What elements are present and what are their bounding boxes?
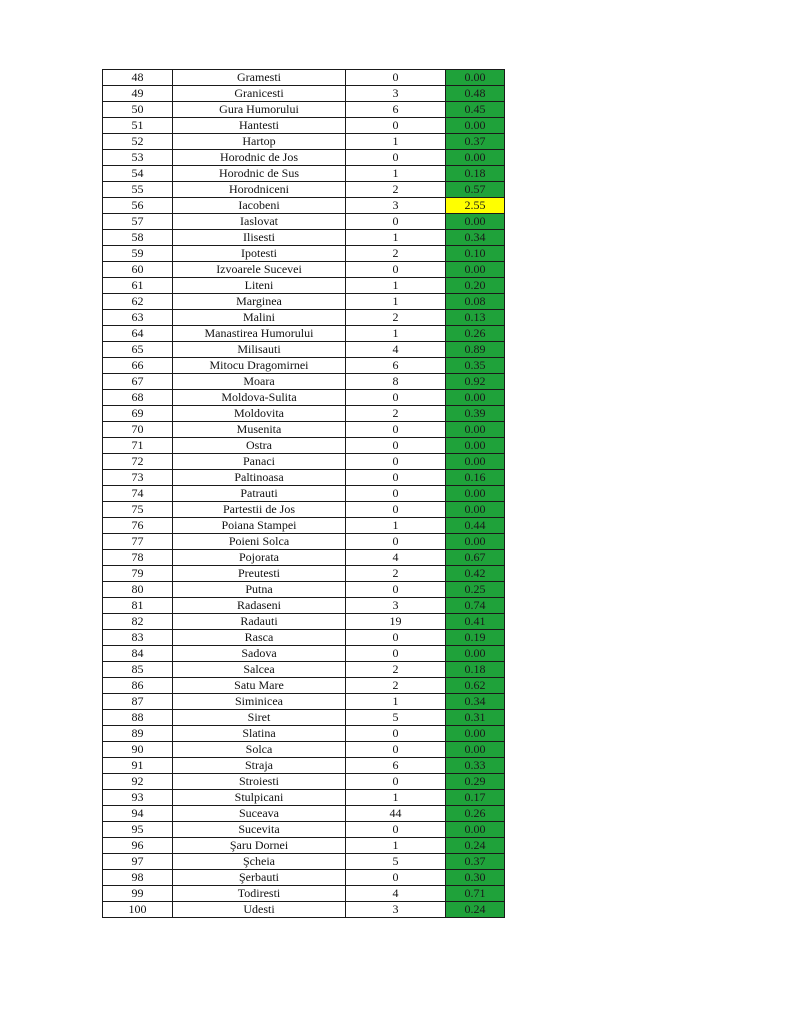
table-row [103,246,505,262]
rate-cell: 0.92 [446,374,505,390]
table-row [103,134,505,150]
row-number-cell: 77 [103,534,173,550]
rate-cell: 0.16 [446,470,505,486]
rate-cell: 0.00 [446,438,505,454]
row-number-cell: 79 [103,566,173,582]
table-row [103,806,505,822]
case-count-cell: 0 [346,470,446,486]
row-number-cell: 98 [103,870,173,886]
table-row [103,742,505,758]
rate-cell: 0.44 [446,518,505,534]
row-number-cell: 85 [103,662,173,678]
row-number-cell: 80 [103,582,173,598]
row-number-cell: 64 [103,326,173,342]
case-count-cell: 0 [346,502,446,518]
locality-name-cell: Poieni Solca [173,534,346,550]
rate-cell: 0.42 [446,566,505,582]
locality-name-cell: Hartop [173,134,346,150]
case-count-cell: 2 [346,182,446,198]
rate-cell: 0.45 [446,102,505,118]
rate-cell: 0.00 [446,486,505,502]
case-count-cell: 0 [346,822,446,838]
rate-cell: 2.55 [446,198,505,214]
table-row [103,166,505,182]
locality-name-cell: Liteni [173,278,346,294]
rate-cell: 0.00 [446,646,505,662]
rate-cell: 0.19 [446,630,505,646]
case-count-cell: 3 [346,198,446,214]
locality-name-cell: Gramesti [173,70,346,86]
row-number-cell: 58 [103,230,173,246]
locality-name-cell: Poiana Stampei [173,518,346,534]
locality-name-cell: Şaru Dornei [173,838,346,854]
row-number-cell: 61 [103,278,173,294]
rate-cell: 0.00 [446,726,505,742]
table-row [103,534,505,550]
row-number-cell: 67 [103,374,173,390]
rate-cell: 0.26 [446,806,505,822]
locality-name-cell: Gura Humorului [173,102,346,118]
table-row [103,118,505,134]
case-count-cell: 6 [346,758,446,774]
rate-cell: 0.00 [446,390,505,406]
rate-cell: 0.30 [446,870,505,886]
row-number-cell: 81 [103,598,173,614]
table-row [103,822,505,838]
table-row [103,422,505,438]
case-count-cell: 0 [346,214,446,230]
table-row [103,342,505,358]
rate-cell: 0.00 [446,70,505,86]
locality-name-cell: Moldovita [173,406,346,422]
rate-cell: 0.57 [446,182,505,198]
case-count-cell: 4 [346,886,446,902]
locality-name-cell: Marginea [173,294,346,310]
case-count-cell: 0 [346,422,446,438]
case-count-cell: 0 [346,390,446,406]
row-number-cell: 82 [103,614,173,630]
table-row [103,358,505,374]
row-number-cell: 74 [103,486,173,502]
locality-name-cell: Malini [173,310,346,326]
rate-cell: 0.37 [446,134,505,150]
case-count-cell: 0 [346,454,446,470]
table-row [103,774,505,790]
rate-cell: 0.10 [446,246,505,262]
row-number-cell: 96 [103,838,173,854]
locality-name-cell: Ilisesti [173,230,346,246]
table-row [103,390,505,406]
locality-name-cell: Musenita [173,422,346,438]
locality-name-cell: Şcheia [173,854,346,870]
row-number-cell: 51 [103,118,173,134]
rate-cell: 0.00 [446,214,505,230]
case-count-cell: 0 [346,582,446,598]
row-number-cell: 97 [103,854,173,870]
case-count-cell: 8 [346,374,446,390]
locality-name-cell: Iacobeni [173,198,346,214]
case-count-cell: 0 [346,262,446,278]
rate-cell: 0.62 [446,678,505,694]
case-count-cell: 5 [346,854,446,870]
case-count-cell: 6 [346,102,446,118]
table-row [103,694,505,710]
row-number-cell: 70 [103,422,173,438]
row-number-cell: 50 [103,102,173,118]
row-number-cell: 100 [103,902,173,918]
rate-cell: 0.31 [446,710,505,726]
row-number-cell: 76 [103,518,173,534]
row-number-cell: 91 [103,758,173,774]
rate-cell: 0.33 [446,758,505,774]
locality-name-cell: Panaci [173,454,346,470]
table-row [103,726,505,742]
locality-name-cell: Sucevita [173,822,346,838]
rate-cell: 0.08 [446,294,505,310]
table-row [103,550,505,566]
case-count-cell: 0 [346,534,446,550]
table-row [103,406,505,422]
case-count-cell: 1 [346,278,446,294]
table-row [103,278,505,294]
table-row [103,678,505,694]
locality-name-cell: Salcea [173,662,346,678]
row-number-cell: 54 [103,166,173,182]
table-row [103,310,505,326]
row-number-cell: 48 [103,70,173,86]
table-row [103,470,505,486]
locality-name-cell: Horodniceni [173,182,346,198]
table-row [103,662,505,678]
table-row [103,598,505,614]
locality-name-cell: Paltinoasa [173,470,346,486]
case-count-cell: 0 [346,70,446,86]
locality-name-cell: Udesti [173,902,346,918]
case-count-cell: 0 [346,630,446,646]
case-count-cell: 0 [346,118,446,134]
row-number-cell: 92 [103,774,173,790]
rate-cell: 0.26 [446,326,505,342]
table-row [103,758,505,774]
row-number-cell: 62 [103,294,173,310]
case-count-cell: 0 [346,870,446,886]
table-row [103,454,505,470]
locality-name-cell: Patrauti [173,486,346,502]
locality-name-cell: Hantesti [173,118,346,134]
table-row [103,886,505,902]
rate-cell: 0.89 [446,342,505,358]
rate-cell: 0.41 [446,614,505,630]
rate-cell: 0.00 [446,742,505,758]
case-count-cell: 1 [346,838,446,854]
locality-name-cell: Radauti [173,614,346,630]
case-count-cell: 0 [346,438,446,454]
row-number-cell: 49 [103,86,173,102]
locality-name-cell: Stroiesti [173,774,346,790]
row-number-cell: 83 [103,630,173,646]
row-number-cell: 60 [103,262,173,278]
row-number-cell: 99 [103,886,173,902]
table-row [103,838,505,854]
rate-cell: 0.00 [446,502,505,518]
case-count-cell: 2 [346,678,446,694]
case-count-cell: 1 [346,518,446,534]
table-row [103,854,505,870]
table-row [103,902,505,918]
rate-cell: 0.00 [446,150,505,166]
locality-name-cell: Suceava [173,806,346,822]
case-count-cell: 2 [346,662,446,678]
rate-cell: 0.17 [446,790,505,806]
locality-name-cell: Milisauti [173,342,346,358]
row-number-cell: 71 [103,438,173,454]
rate-cell: 0.48 [446,86,505,102]
rate-cell: 0.20 [446,278,505,294]
rate-cell: 0.37 [446,854,505,870]
locality-name-cell: Manastirea Humorului [173,326,346,342]
case-count-cell: 1 [346,326,446,342]
rate-cell: 0.34 [446,230,505,246]
row-number-cell: 73 [103,470,173,486]
case-count-cell: 0 [346,726,446,742]
case-count-cell: 2 [346,566,446,582]
table-row [103,102,505,118]
rate-cell: 0.13 [446,310,505,326]
rate-cell: 0.34 [446,694,505,710]
row-number-cell: 53 [103,150,173,166]
case-count-cell: 1 [346,134,446,150]
case-count-cell: 0 [346,486,446,502]
case-count-cell: 6 [346,358,446,374]
locality-name-cell: Izvoarele Sucevei [173,262,346,278]
locality-name-cell: Radaseni [173,598,346,614]
case-count-cell: 0 [346,742,446,758]
row-number-cell: 59 [103,246,173,262]
locality-name-cell: Granicesti [173,86,346,102]
row-number-cell: 66 [103,358,173,374]
locality-name-cell: Şerbauti [173,870,346,886]
table-row [103,566,505,582]
locality-name-cell: Iaslovat [173,214,346,230]
row-number-cell: 78 [103,550,173,566]
table-row [103,710,505,726]
row-number-cell: 68 [103,390,173,406]
row-number-cell: 63 [103,310,173,326]
table-row [103,614,505,630]
table-row [103,646,505,662]
table-row [103,502,505,518]
locality-name-cell: Rasca [173,630,346,646]
rate-cell: 0.24 [446,838,505,854]
locality-name-cell: Moldova-Sulita [173,390,346,406]
locality-name-cell: Straja [173,758,346,774]
case-count-cell: 1 [346,166,446,182]
rate-cell: 0.25 [446,582,505,598]
rate-cell: 0.71 [446,886,505,902]
table-row [103,182,505,198]
case-count-cell: 4 [346,342,446,358]
row-number-cell: 89 [103,726,173,742]
table-row [103,230,505,246]
case-count-cell: 3 [346,902,446,918]
case-count-cell: 0 [346,646,446,662]
table-row [103,518,505,534]
rate-cell: 0.18 [446,166,505,182]
case-count-cell: 2 [346,310,446,326]
case-count-cell: 3 [346,598,446,614]
table-row [103,326,505,342]
row-number-cell: 87 [103,694,173,710]
locality-name-cell: Horodnic de Sus [173,166,346,182]
table-row [103,214,505,230]
case-count-cell: 0 [346,774,446,790]
rate-cell: 0.00 [446,262,505,278]
row-number-cell: 95 [103,822,173,838]
row-number-cell: 86 [103,678,173,694]
locality-name-cell: Mitocu Dragomirnei [173,358,346,374]
case-count-cell: 19 [346,614,446,630]
rate-cell: 0.00 [446,422,505,438]
table-row [103,870,505,886]
row-number-cell: 65 [103,342,173,358]
locality-name-cell: Ostra [173,438,346,454]
locality-name-cell: Todiresti [173,886,346,902]
rate-cell: 0.00 [446,118,505,134]
table-row [103,438,505,454]
locality-name-cell: Slatina [173,726,346,742]
rate-cell: 0.00 [446,454,505,470]
table-row [103,582,505,598]
locality-name-cell: Preutesti [173,566,346,582]
locality-name-cell: Putna [173,582,346,598]
rate-cell: 0.00 [446,822,505,838]
table-row [103,70,505,86]
rate-cell: 0.35 [446,358,505,374]
rate-cell: 0.29 [446,774,505,790]
row-number-cell: 84 [103,646,173,662]
rate-cell: 0.00 [446,534,505,550]
table-body [103,70,505,918]
locality-name-cell: Moara [173,374,346,390]
case-count-cell: 2 [346,246,446,262]
locality-name-cell: Stulpicani [173,790,346,806]
row-number-cell: 72 [103,454,173,470]
row-number-cell: 93 [103,790,173,806]
table-row [103,630,505,646]
case-count-cell: 44 [346,806,446,822]
locality-name-cell: Sadova [173,646,346,662]
table-row [103,86,505,102]
row-number-cell: 75 [103,502,173,518]
case-count-cell: 0 [346,150,446,166]
rate-cell: 0.67 [446,550,505,566]
row-number-cell: 57 [103,214,173,230]
case-count-cell: 4 [346,550,446,566]
row-number-cell: 90 [103,742,173,758]
case-count-cell: 1 [346,694,446,710]
rate-cell: 0.74 [446,598,505,614]
table-row [103,790,505,806]
locality-name-cell: Siret [173,710,346,726]
rate-cell: 0.24 [446,902,505,918]
table-row [103,374,505,390]
case-count-cell: 1 [346,230,446,246]
locality-name-cell: Partestii de Jos [173,502,346,518]
table-row [103,294,505,310]
table-row [103,198,505,214]
row-number-cell: 52 [103,134,173,150]
locality-name-cell: Satu Mare [173,678,346,694]
case-count-cell: 2 [346,406,446,422]
case-count-cell: 1 [346,790,446,806]
case-count-cell: 1 [346,294,446,310]
locality-name-cell: Ipotesti [173,246,346,262]
locality-name-cell: Solca [173,742,346,758]
row-number-cell: 55 [103,182,173,198]
rate-cell: 0.39 [446,406,505,422]
table-row [103,262,505,278]
case-count-cell: 5 [346,710,446,726]
row-number-cell: 94 [103,806,173,822]
locality-name-cell: Pojorata [173,550,346,566]
case-count-cell: 3 [346,86,446,102]
row-number-cell: 69 [103,406,173,422]
row-number-cell: 56 [103,198,173,214]
table-row [103,150,505,166]
table-row [103,486,505,502]
locality-name-cell: Siminicea [173,694,346,710]
row-number-cell: 88 [103,710,173,726]
rate-cell: 0.18 [446,662,505,678]
data-table [102,69,505,918]
locality-name-cell: Horodnic de Jos [173,150,346,166]
